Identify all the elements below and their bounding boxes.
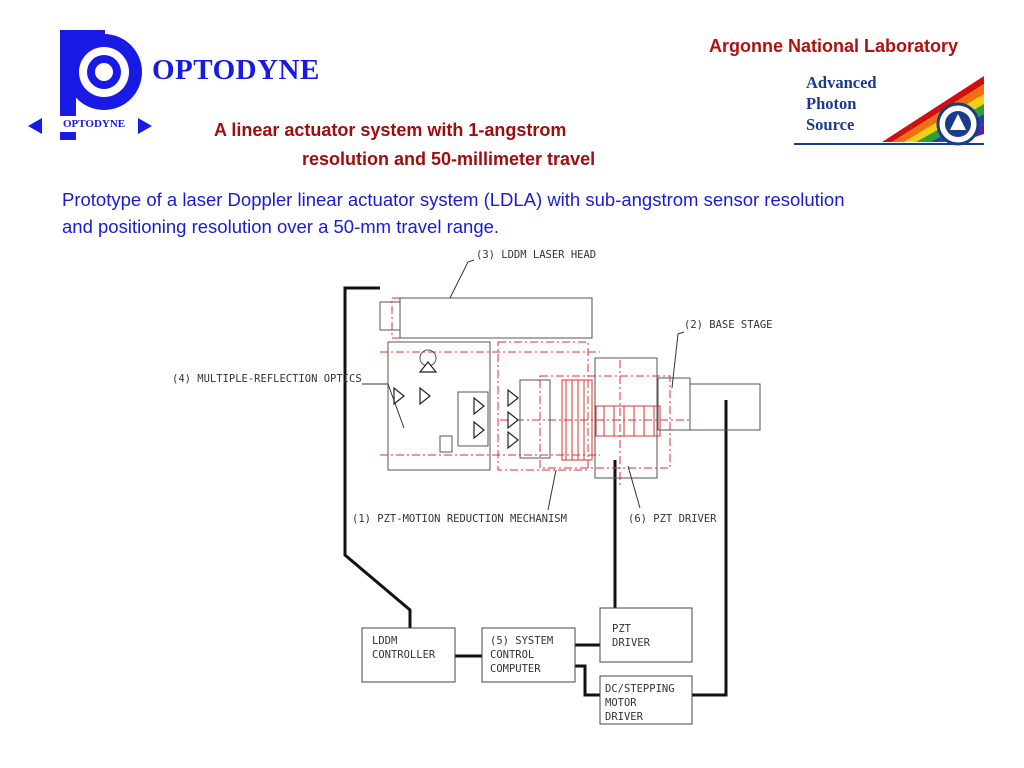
label-motion-reduction: (1) PZT-MOTION REDUCTION MECHANISM — [352, 513, 567, 525]
pzt-driver-line: DRIVER — [612, 637, 650, 649]
laser-head-body — [400, 298, 592, 338]
brand-name: OPTODYNE — [152, 54, 320, 86]
optodyne-small-label: OPTODYNE — [63, 118, 126, 130]
institution-name: Argonne National Laboratory — [708, 36, 958, 56]
wire-motor-to-stage — [692, 400, 726, 695]
label-base-stage: (2) BASE STAGE — [684, 319, 773, 331]
system-computer-line: COMPUTER — [490, 663, 541, 675]
wire-laser-to-controller — [345, 288, 410, 628]
wire-computer-to-motor — [575, 666, 600, 695]
label-pzt-driver: (6) PZT DRIVER — [628, 513, 717, 525]
aps-line: Source — [806, 115, 855, 134]
label-laser-head: (3) LDDM LASER HEAD — [476, 249, 597, 261]
aps-line: Photon — [806, 94, 857, 113]
reduction-block — [520, 380, 550, 458]
lddm-controller-line: CONTROLLER — [372, 649, 436, 661]
optic-small-box — [440, 436, 452, 452]
prism-icons — [394, 362, 518, 448]
system-computer-line: CONTROL — [490, 649, 535, 661]
title-line-2: resolution and 50-millimeter travel — [302, 149, 596, 169]
aps-line: Advanced — [806, 73, 877, 92]
motor-driver-line: DRIVER — [605, 711, 643, 723]
label-optics: (4) MULTIPLE-REFLECTION OPTICS — [172, 373, 362, 385]
lddm-controller-line: LDDM — [372, 635, 398, 647]
assembly-dashed — [380, 298, 690, 485]
title-line-1: A linear actuator system with 1-angstrom — [214, 120, 567, 140]
optics-mount — [458, 392, 488, 446]
stage-end — [658, 378, 690, 430]
pzt-driver-box — [600, 608, 692, 662]
motor-driver-line: MOTOR — [605, 697, 637, 709]
pzt-driver-line: PZT — [612, 623, 631, 635]
system-computer-line: (5) SYSTEM — [490, 635, 554, 647]
description-text: Prototype of a laser Doppler linear actuator system (LDLA) with sub-angstrom sensor resolution and positioning resolution over a 50-mm travel range. — [62, 189, 845, 237]
motor-driver-line: DC/STEPPING — [605, 683, 675, 695]
laser-head-block — [380, 302, 400, 330]
